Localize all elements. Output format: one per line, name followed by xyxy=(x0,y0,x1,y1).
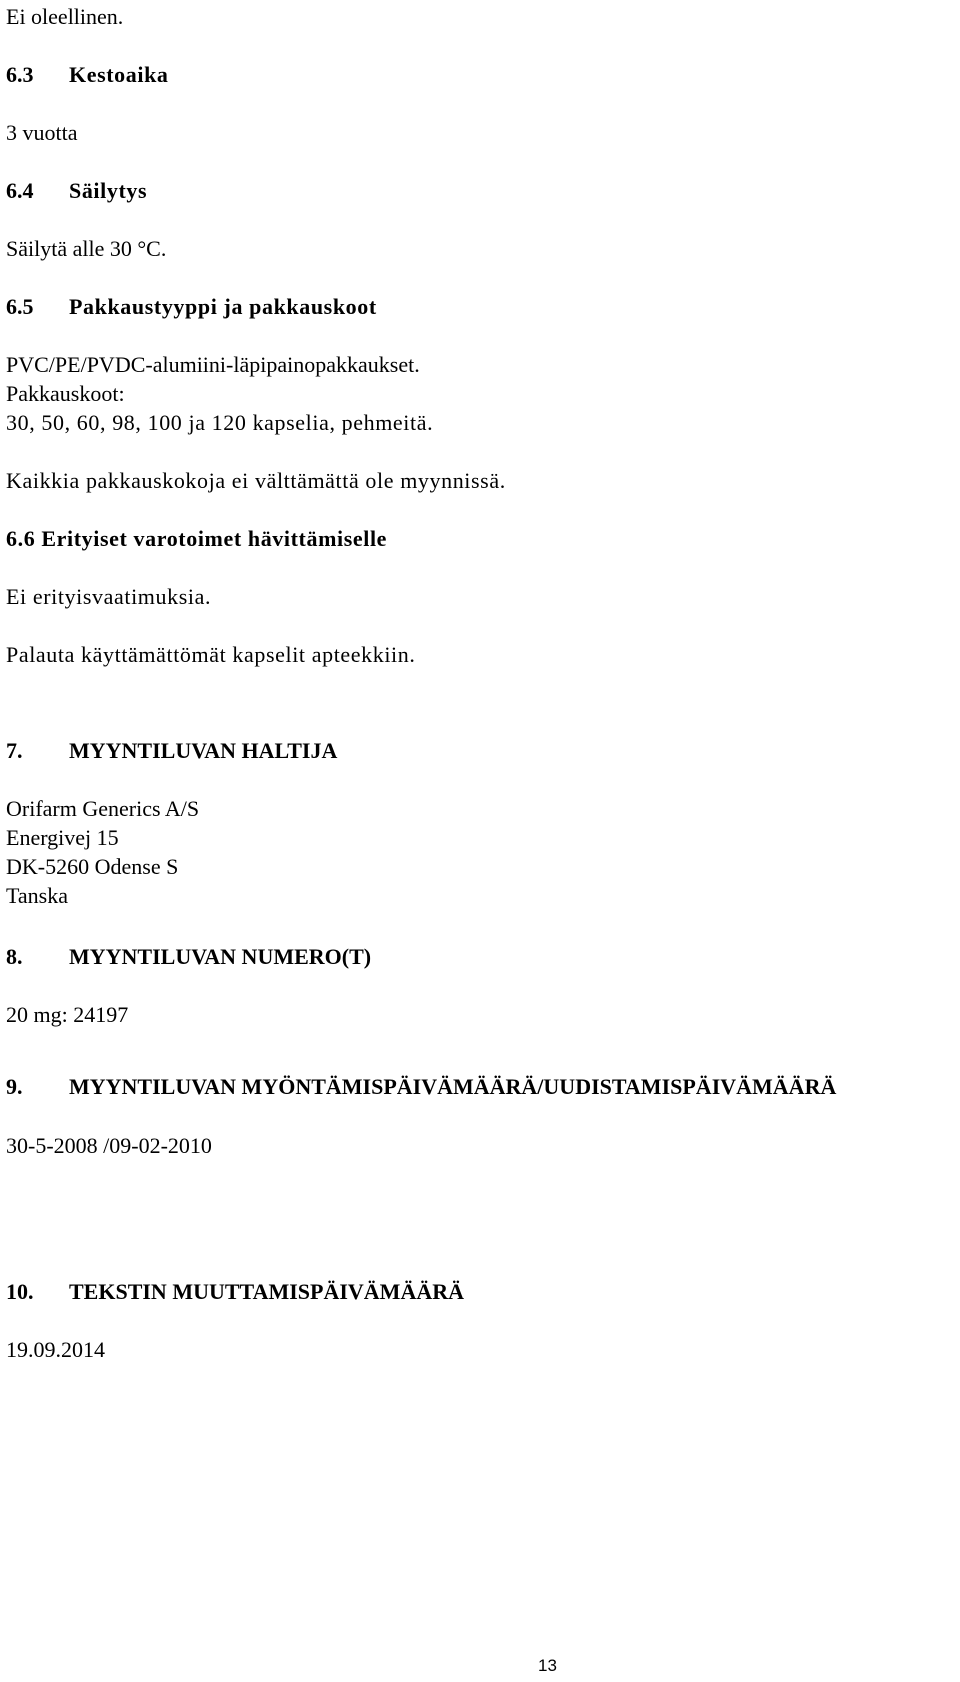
section-title: MYYNTILUVAN NUMERO(T) xyxy=(69,944,372,969)
section-title: MYYNTILUVAN HALTIJA xyxy=(69,738,338,763)
section-6-5-line: 30, 50, 60, 98, 100 ja 120 kapselia, pehmeitä. xyxy=(6,410,434,435)
section-number: 6.3 xyxy=(6,62,34,87)
section-9-text: 30-5-2008 /09-02-2010 xyxy=(6,1133,212,1158)
section-6-5-line: Pakkauskoot: xyxy=(6,381,125,406)
section-6-4-heading xyxy=(6,178,147,204)
section-title: Kestoaika xyxy=(69,62,169,87)
section-9-heading xyxy=(6,1074,836,1100)
section-number: 7. xyxy=(6,738,23,763)
intro-text: Ei oleellinen. xyxy=(6,4,124,29)
section-10-text: 19.09.2014 xyxy=(6,1337,105,1362)
section-6-6-line: Ei erityisvaatimuksia. xyxy=(6,584,212,609)
section-number: 8. xyxy=(6,944,23,969)
section-number: 10. xyxy=(6,1279,34,1304)
section-6-6-line: Palauta käyttämättömät kapselit apteekkiin. xyxy=(6,642,416,667)
section-6-3-text: 3 vuotta xyxy=(6,120,78,145)
section-number: 6.4 xyxy=(6,178,34,203)
section-title: Pakkaustyyppi ja pakkauskoot xyxy=(69,294,377,319)
section-8-heading xyxy=(6,944,371,970)
section-7-line: Orifarm Generics A/S xyxy=(6,796,200,821)
section-title: MYYNTILUVAN MYÖNTÄMISPÄIVÄMÄÄRÄ/UUDISTAMISPÄIVÄMÄÄRÄ xyxy=(69,1074,837,1099)
section-number: 6.5 xyxy=(6,294,34,319)
section-title: Säilytys xyxy=(69,178,148,203)
section-7-line: DK-5260 Odense S xyxy=(6,854,179,879)
section-6-5-heading xyxy=(6,294,377,320)
section-7-line: Tanska xyxy=(6,883,68,908)
section-title: TEKSTIN MUUTTAMISPÄIVÄMÄÄRÄ xyxy=(69,1279,465,1304)
section-7-heading xyxy=(6,738,337,764)
section-6-6-heading: 6.6 Erityiset varotoimet hävittämiselle xyxy=(6,526,388,551)
section-10-heading xyxy=(6,1279,464,1305)
section-8-text: 20 mg: 24197 xyxy=(6,1002,129,1027)
section-6-4-text: Säilytä alle 30 °C. xyxy=(6,236,167,261)
section-6-3-heading xyxy=(6,62,169,88)
section-6-5-line: Kaikkia pakkauskokoja ei välttämättä ole myynnissä. xyxy=(6,468,506,493)
section-7-line: Energivej 15 xyxy=(6,825,119,850)
section-number: 9. xyxy=(6,1074,23,1099)
page-number: 13 xyxy=(538,1656,557,1675)
section-6-5-line: PVC/PE/PVDC-alumiini-läpipainopakkaukset. xyxy=(6,352,420,377)
